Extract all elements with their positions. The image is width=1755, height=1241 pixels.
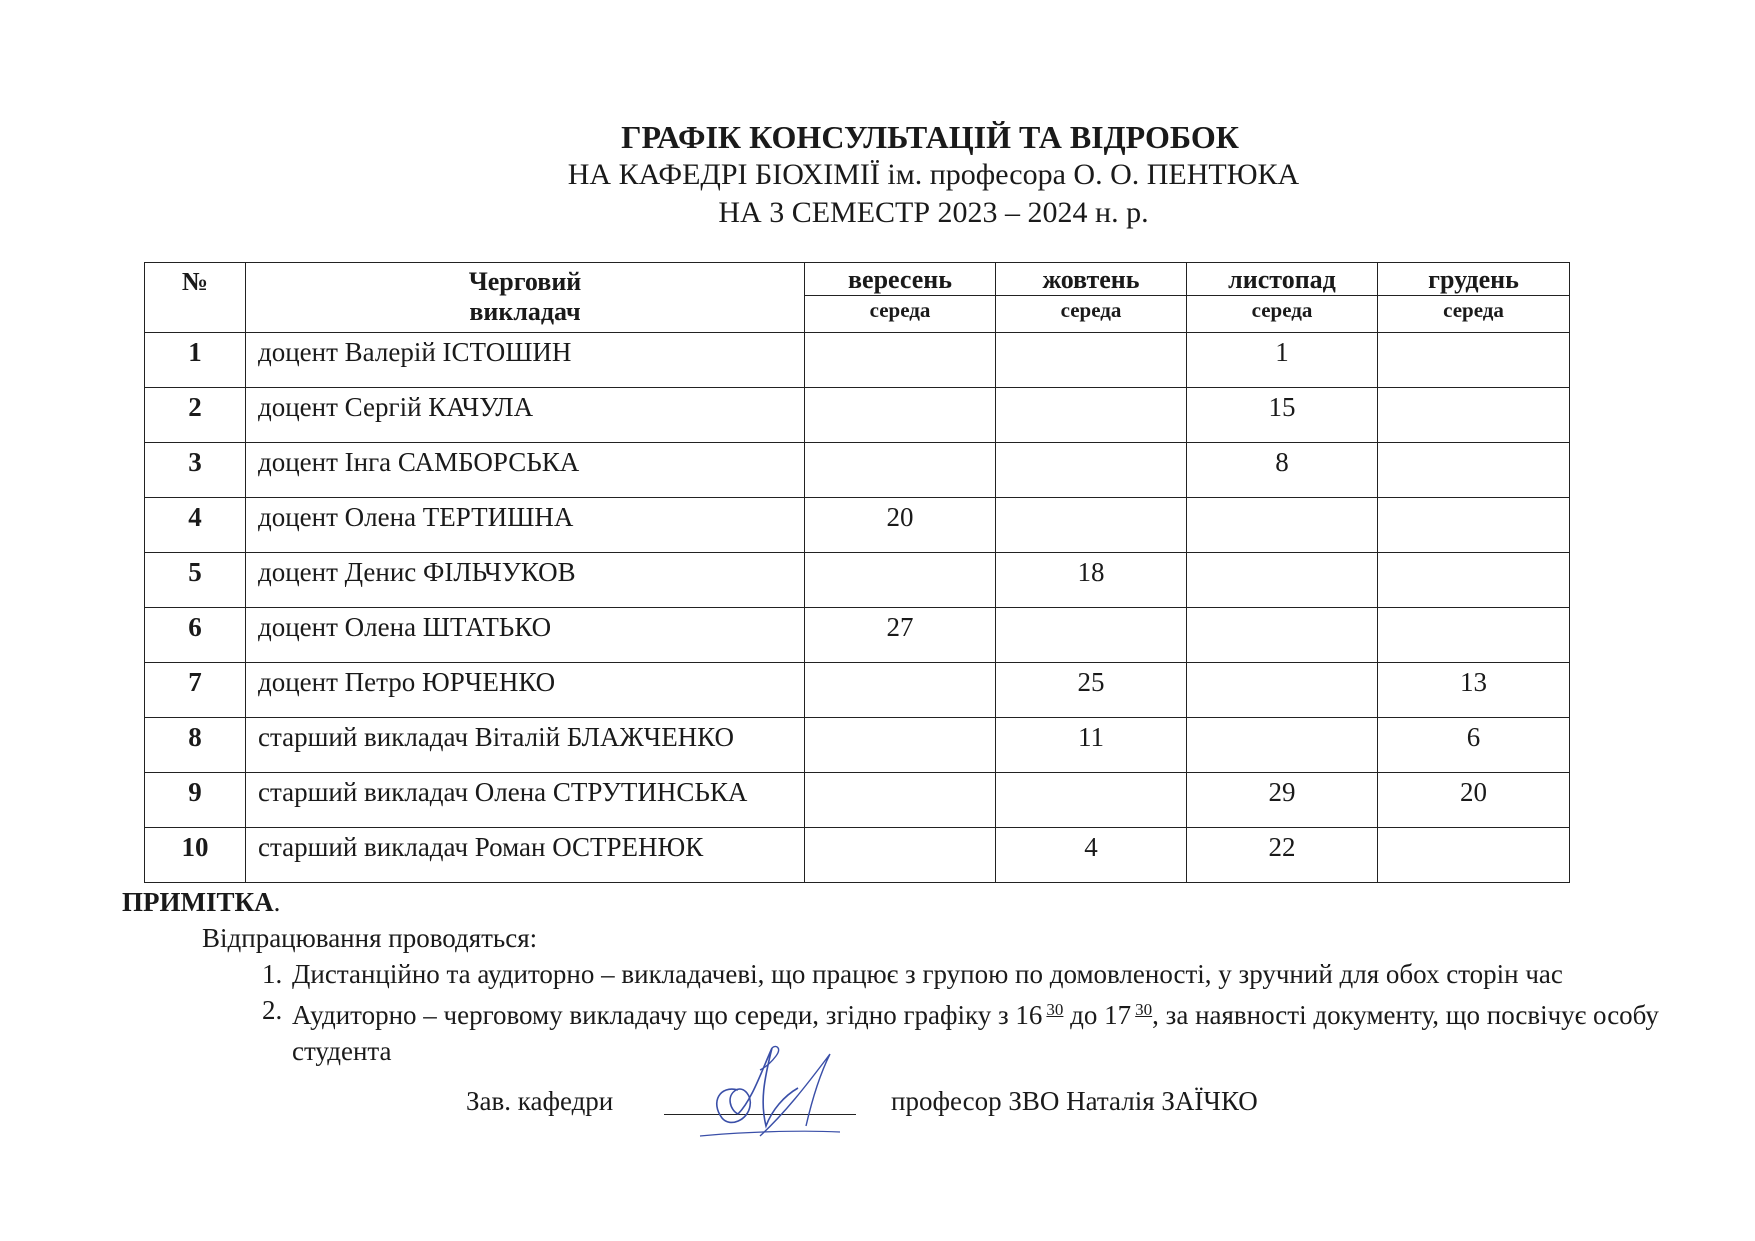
cell-september: 20 — [805, 498, 996, 553]
cell-november: 22 — [1187, 828, 1378, 883]
header-teacher — [246, 263, 805, 333]
row-number: 2 — [145, 388, 246, 443]
cell-november — [1187, 553, 1378, 608]
cell-october: 18 — [996, 553, 1187, 608]
note-item-2-part-a: Аудиторно – черговому викладачу що середи, згідно графіку з 16 — [292, 1000, 1043, 1030]
row-teacher: доцент Сергій КАЧУЛА — [246, 388, 805, 443]
cell-december: 20 — [1378, 773, 1570, 828]
cell-october — [996, 443, 1187, 498]
cell-september — [805, 773, 996, 828]
row-teacher: доцент Денис ФІЛЬЧУКОВ — [246, 553, 805, 608]
note-item-2-part-c: , за наявності документу, що посвічує особу студента — [292, 1000, 1659, 1066]
note-title-dot: . — [273, 887, 281, 917]
header-number: № — [145, 263, 246, 333]
schedule-table — [144, 262, 1570, 883]
note-item-2 — [262, 992, 1755, 1069]
row-number: 5 — [145, 553, 246, 608]
row-number: 8 — [145, 718, 246, 773]
row-number: 6 — [145, 608, 246, 663]
header-month-december: грудень — [1378, 263, 1570, 296]
cell-december — [1378, 443, 1570, 498]
row-teacher: доцент Валерій ІСТОШИН — [246, 333, 805, 388]
cell-october — [996, 498, 1187, 553]
cell-september — [805, 333, 996, 388]
cell-november: 15 — [1187, 388, 1378, 443]
row-teacher: старший викладач Олена СТРУТИНСЬКА — [246, 773, 805, 828]
note-item-1 — [262, 956, 1755, 992]
note-item-2-sup-start: 30 — [1046, 1000, 1064, 1019]
header-day-november: середа — [1187, 296, 1378, 333]
header-month-november: листопад — [1187, 263, 1378, 296]
note-title: ПРИМІТКА — [122, 887, 274, 917]
note-intro: Відпрацювання проводяться: — [202, 923, 538, 953]
row-teacher: доцент Олена ШТАТЬКО — [246, 608, 805, 663]
header-day-december: середа — [1378, 296, 1570, 333]
row-number: 3 — [145, 443, 246, 498]
note-list — [262, 956, 1755, 1069]
note-item-1-number: 1. — [262, 959, 283, 989]
table-row — [145, 388, 1570, 443]
note-item-2-number: 2. — [262, 995, 283, 1025]
header-teacher-line1: Черговий — [468, 267, 582, 296]
document-subtitle-semester: НА 3 СЕМЕСТР 2023 – 2024 н. р. — [718, 196, 1149, 229]
cell-december — [1378, 608, 1570, 663]
header-teacher-line2: викладач — [469, 297, 581, 326]
cell-december — [1378, 388, 1570, 443]
row-number: 4 — [145, 498, 246, 553]
cell-november: 8 — [1187, 443, 1378, 498]
note-item-2-part-b: до 17 — [1070, 1000, 1132, 1030]
table-row — [145, 498, 1570, 553]
row-teacher: доцент Інга САМБОРСЬКА — [246, 443, 805, 498]
note-item-2-sup-end: 30 — [1135, 1000, 1153, 1019]
table-row — [145, 663, 1570, 718]
signature-label: Зав. кафедри — [466, 1086, 614, 1116]
cell-november — [1187, 498, 1378, 553]
note-section — [122, 884, 1659, 1066]
cell-november: 1 — [1187, 333, 1378, 388]
header-month-october: жовтень — [996, 263, 1187, 296]
cell-december — [1378, 553, 1570, 608]
table-row — [145, 828, 1570, 883]
cell-november — [1187, 663, 1378, 718]
cell-december — [1378, 828, 1570, 883]
note-item-2-text — [292, 992, 1732, 1069]
cell-october — [996, 608, 1187, 663]
cell-september — [805, 388, 996, 443]
cell-october: 11 — [996, 718, 1187, 773]
table-row — [145, 443, 1570, 498]
row-number: 1 — [145, 333, 246, 388]
row-teacher: доцент Петро ЮРЧЕНКО — [246, 663, 805, 718]
document-header — [0, 118, 1755, 232]
cell-september — [805, 553, 996, 608]
cell-october: 4 — [996, 828, 1187, 883]
cell-december: 6 — [1378, 718, 1570, 773]
handwritten-signature — [680, 1040, 850, 1140]
cell-october — [996, 388, 1187, 443]
document-subtitle-department: НА КАФЕДРІ БІОХІМІЇ ім. професора О. О. ПЕНТЮКА — [567, 158, 1300, 191]
table-row — [145, 608, 1570, 663]
cell-september — [805, 663, 996, 718]
row-number: 10 — [145, 828, 246, 883]
header-day-october: середа — [996, 296, 1187, 333]
cell-december — [1378, 498, 1570, 553]
cell-november — [1187, 608, 1378, 663]
header-day-september: середа — [805, 296, 996, 333]
table-row — [145, 333, 1570, 388]
cell-december: 13 — [1378, 663, 1570, 718]
cell-november: 29 — [1187, 773, 1378, 828]
cell-october — [996, 773, 1187, 828]
header-month-september: вересень — [805, 263, 996, 296]
table-row — [145, 553, 1570, 608]
row-teacher: старший викладач Роман ОСТРЕНЮК — [246, 828, 805, 883]
document-title: ГРАФІК КОНСУЛЬТАЦІЙ ТА ВІДРОБОК — [621, 119, 1239, 155]
cell-september — [805, 828, 996, 883]
cell-september: 27 — [805, 608, 996, 663]
cell-december — [1378, 333, 1570, 388]
row-number: 9 — [145, 773, 246, 828]
cell-october — [996, 333, 1187, 388]
signatory-name: професор ЗВО Наталія ЗАЇЧКО — [891, 1086, 1258, 1116]
table-row — [145, 718, 1570, 773]
row-teacher: доцент Олена ТЕРТИШНА — [246, 498, 805, 553]
note-item-1-text: Дистанційно та аудиторно – викладачеві, що працює з групою по домовленості, у зручний для обох сторін час — [292, 959, 1563, 989]
note-heading — [122, 884, 280, 920]
table-row — [145, 773, 1570, 828]
cell-september — [805, 718, 996, 773]
cell-october: 25 — [996, 663, 1187, 718]
cell-november — [1187, 718, 1378, 773]
row-number: 7 — [145, 663, 246, 718]
cell-september — [805, 443, 996, 498]
row-teacher: старший викладач Віталій БЛАЖЧЕНКО — [246, 718, 805, 773]
